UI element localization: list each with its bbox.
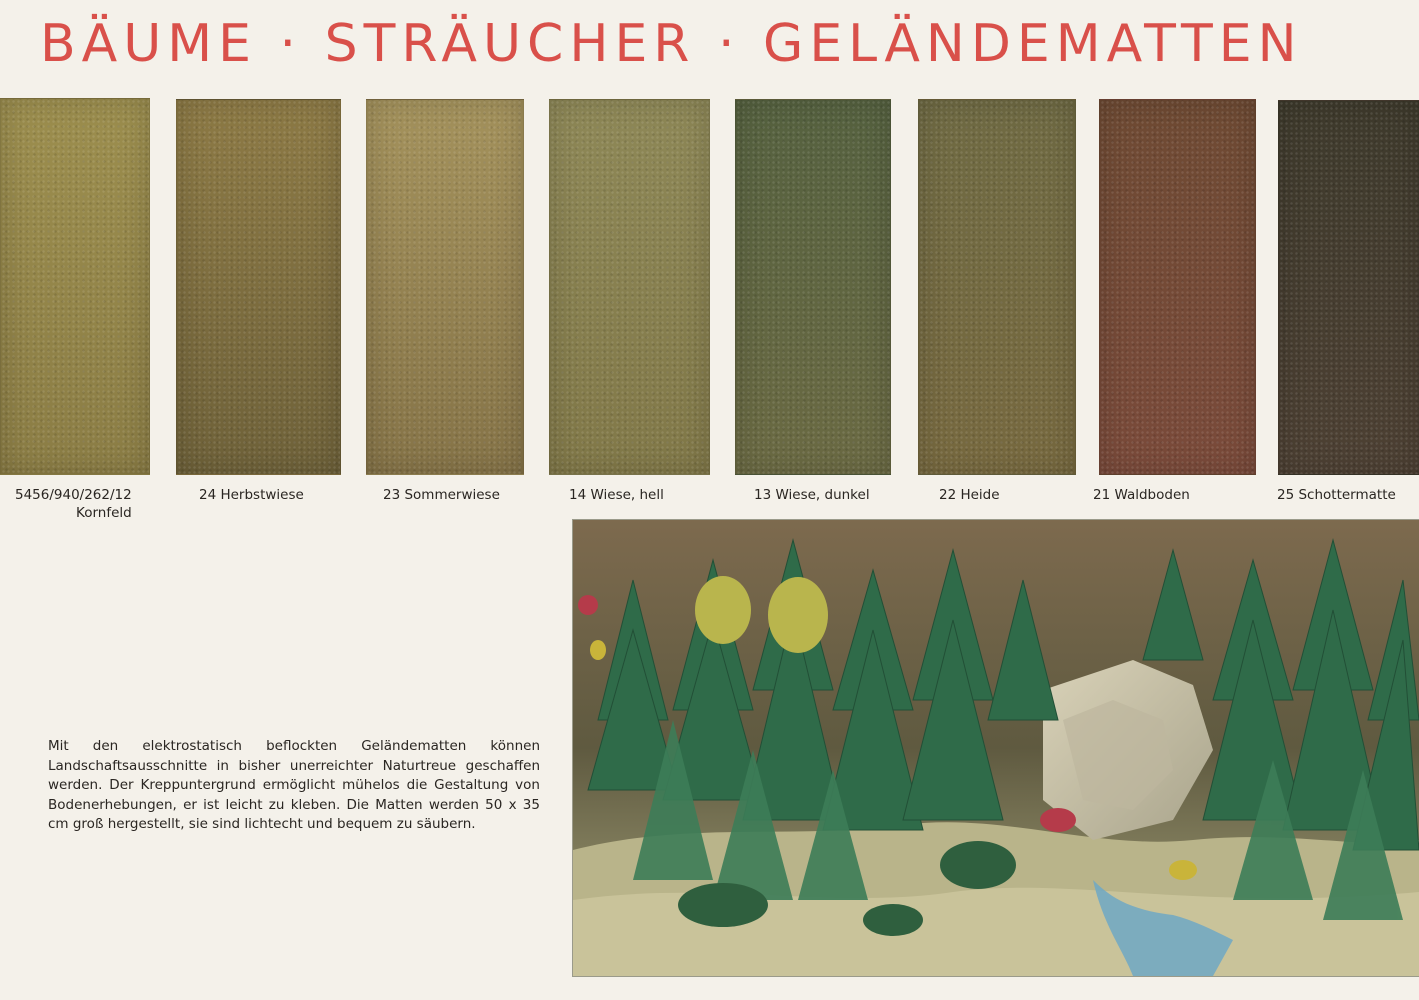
swatch-kornfeld <box>0 98 150 475</box>
landscape-photo <box>572 519 1419 977</box>
swatch-code: 5456/940/262/12 <box>15 487 132 503</box>
swatch-heide <box>918 99 1076 475</box>
description-text: Mit den elektrostatisch beflockten Geländematten können Landschaftsausschnitte in bisher unerreichter Naturtreue geschaffen werden. Der Kreppuntergrund ermöglicht mühelos die Gestaltung von Bodenerhebungen, er ist leicht zu kleben. Die Matten werden 50 x 35 cm groß hergestellt, sie sind lichtecht und bequem zu säubern. <box>48 738 540 832</box>
swatch-label-sommerwiese: 23 Sommerwiese <box>383 487 500 503</box>
swatch-herbstwiese <box>176 99 341 475</box>
swatch-label-wiese-dunkel: 13 Wiese, dunkel <box>754 487 870 503</box>
swatch-wiese-hell <box>549 99 710 475</box>
page-title: BÄUME · STRÄUCHER · GELÄNDEMATTEN <box>40 14 1303 74</box>
swatch-sommerwiese <box>366 99 524 475</box>
swatch-label-waldboden: 21 Waldboden <box>1093 487 1190 503</box>
swatch-label-herbstwiese: 24 Herbstwiese <box>199 487 304 503</box>
forest-scene-illustration <box>573 520 1419 976</box>
swatch-wiese-dunkel <box>735 99 891 475</box>
swatch-schottermatte <box>1278 100 1419 475</box>
swatch-name: Kornfeld <box>76 505 132 521</box>
swatch-label-schottermatte: 25 Schottermatte <box>1277 487 1396 503</box>
swatch-label-kornfeld <box>15 486 132 522</box>
swatch-label-wiese-hell: 14 Wiese, hell <box>569 487 664 503</box>
swatch-waldboden <box>1099 99 1256 475</box>
swatch-label-heide: 22 Heide <box>939 487 1000 503</box>
